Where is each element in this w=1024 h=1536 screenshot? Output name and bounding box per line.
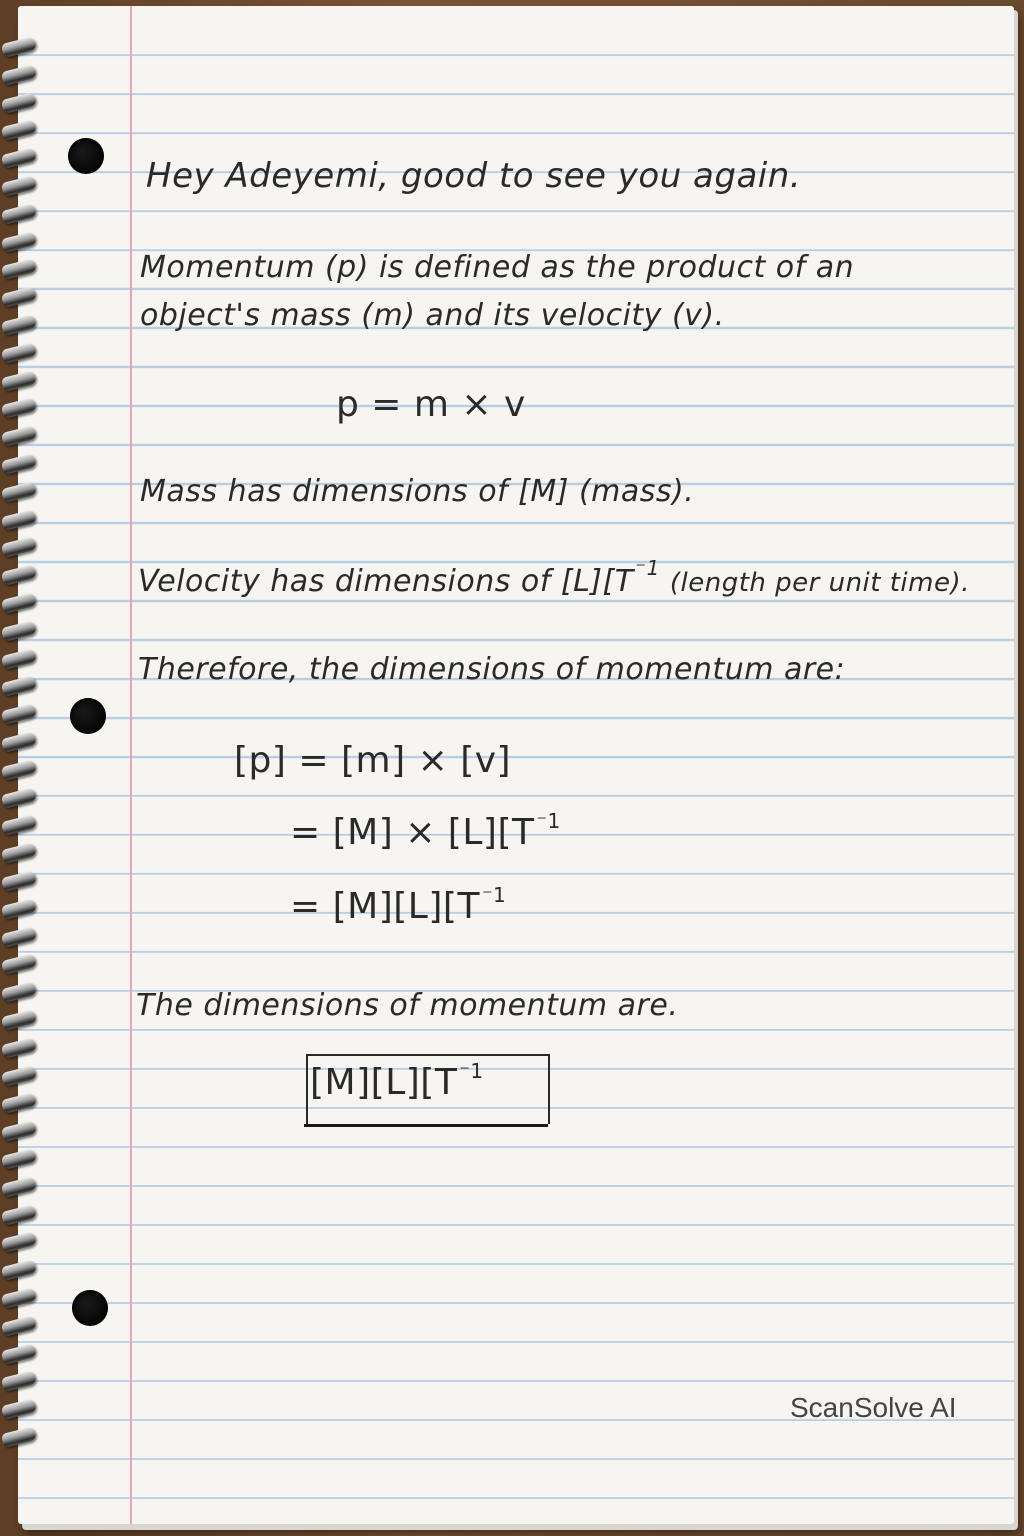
spiral-coil	[1, 370, 37, 392]
derivation-step-3-exponent: ⁻1	[481, 883, 507, 907]
therefore-text: Therefore, the dimensions of momentum are:	[138, 652, 846, 687]
spiral-coil	[1, 203, 37, 225]
spiral-coil	[1, 1398, 37, 1420]
velocity-dimensions-tail: (length per unit time).	[669, 568, 970, 598]
spiral-coil	[1, 1176, 37, 1198]
final-answer-exponent: ⁻1	[459, 1059, 484, 1083]
spiral-coil	[1, 1120, 37, 1142]
velocity-dimensions-text	[138, 556, 970, 599]
margin-line	[130, 6, 132, 1524]
spiral-coil	[1, 953, 37, 975]
spiral-coil	[1, 425, 37, 447]
velocity-dimensions-main: Velocity has dimensions of [L][T	[138, 564, 634, 599]
spiral-coil	[1, 564, 37, 586]
spiral-coil	[1, 342, 37, 364]
spiral-coil	[1, 64, 37, 86]
momentum-formula: p = m × v	[336, 384, 526, 425]
spiral-coil	[1, 1037, 37, 1059]
spiral-coil	[1, 981, 37, 1003]
spiral-coil	[1, 314, 37, 336]
spiral-coil	[1, 286, 37, 308]
spiral-coil	[1, 258, 37, 280]
spiral-coil	[1, 147, 37, 169]
derivation-step-3	[290, 883, 507, 927]
derivation-step-2	[290, 809, 561, 853]
spiral-coil	[1, 1009, 37, 1031]
spiral-coil	[1, 92, 37, 114]
notebook-page	[18, 6, 1014, 1524]
mass-dimensions-text: Mass has dimensions of [M] (mass).	[140, 474, 695, 509]
definition-line-1: Momentum (p) is defined as the product of an	[140, 250, 855, 285]
derivation-step-2-exponent: ⁻1	[536, 809, 561, 833]
spiral-coil	[1, 536, 37, 558]
spiral-coil	[1, 814, 37, 836]
spiral-coil	[1, 453, 37, 475]
final-answer-main: [M][L][T	[310, 1062, 458, 1103]
spiral-coil	[1, 1204, 37, 1226]
velocity-dimensions-exponent: ⁻1	[635, 556, 660, 580]
derivation-step-3-main: = [M][L][T	[290, 886, 480, 927]
spiral-coil	[1, 397, 37, 419]
spiral-coil	[1, 731, 37, 753]
spiral-coil	[1, 1065, 37, 1087]
spiral-coil	[1, 703, 37, 725]
spiral-coil	[1, 175, 37, 197]
spiral-coil	[1, 1231, 37, 1253]
spiral-coil	[1, 1370, 37, 1392]
spiral-coil	[1, 759, 37, 781]
spiral-coil	[1, 842, 37, 864]
spiral-coil	[1, 36, 37, 58]
definition-line-2: object's mass (m) and its velocity (v).	[140, 298, 725, 333]
watermark-text: ScanSolve AI	[790, 1392, 957, 1423]
greeting-text: Hey Adeyemi, good to see you again.	[146, 156, 802, 196]
spiral-coil	[1, 1287, 37, 1309]
spiral-coil	[1, 1343, 37, 1365]
answer-underline	[304, 1124, 548, 1127]
spiral-coil	[1, 1426, 37, 1448]
punch-hole	[72, 1290, 108, 1326]
spiral-coil	[1, 926, 37, 948]
conclusion-text: The dimensions of momentum are.	[136, 988, 679, 1023]
spiral-coil	[1, 870, 37, 892]
punch-hole	[70, 698, 106, 734]
spiral-coil	[1, 1148, 37, 1170]
spiral-coil	[1, 592, 37, 614]
spiral-coil	[1, 481, 37, 503]
spiral-coil	[1, 898, 37, 920]
spiral-coil	[1, 231, 37, 253]
spiral-coil	[1, 787, 37, 809]
spiral-coil	[1, 648, 37, 670]
punch-hole	[68, 138, 104, 174]
spiral-coil	[1, 1092, 37, 1114]
spiral-coil	[1, 119, 37, 141]
spiral-coil	[1, 620, 37, 642]
spiral-coil	[1, 509, 37, 531]
derivation-step-1: [p] = [m] × [v]	[234, 740, 512, 781]
final-answer	[310, 1059, 484, 1103]
spiral-coil	[1, 1259, 37, 1281]
spiral-coil	[1, 1315, 37, 1337]
spiral-coil	[1, 675, 37, 697]
spiral-binding	[0, 40, 40, 1460]
derivation-step-2-main: = [M] × [L][T	[290, 812, 535, 853]
